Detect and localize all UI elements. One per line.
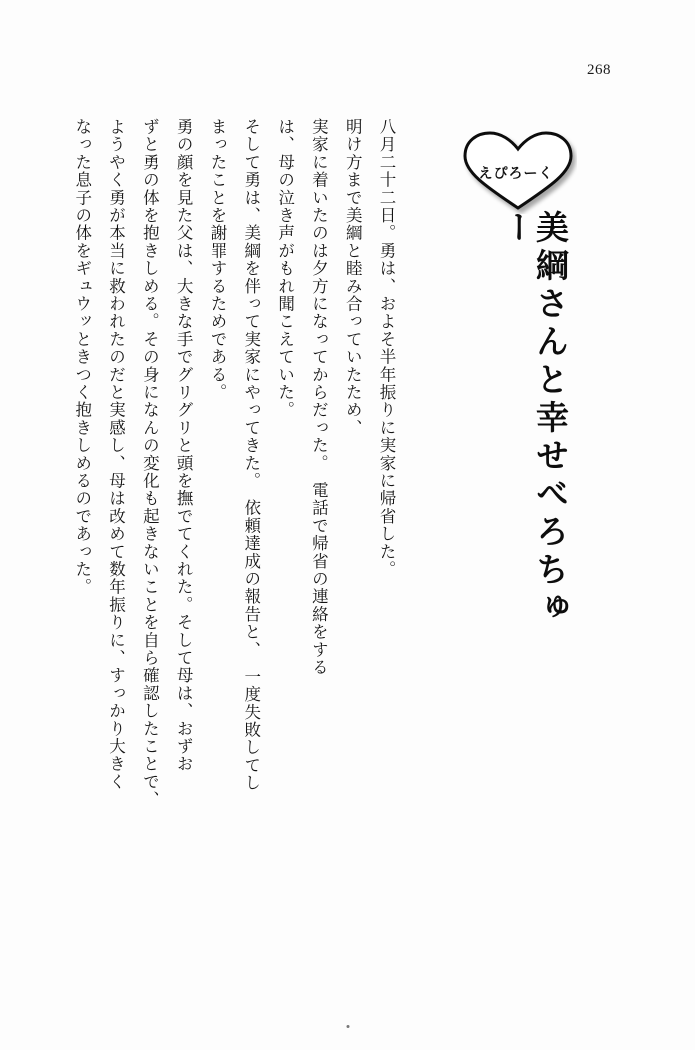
- heart-ornament: [459, 128, 577, 214]
- page-number: 268: [587, 62, 611, 78]
- paragraph: ようやく勇が本当に救われたのだと実感し、母は改めて数年振りに、すっかり大きく: [106, 118, 126, 791]
- paragraph: 八月二十二日。勇は、およそ半年振りに実家に帰省した。: [377, 118, 396, 579]
- paragraph: 勇の顔を見た父は、大きな手でグリグリと頭を撫でてくれた。そして母は、おずお: [174, 118, 194, 773]
- folio-mark: [346, 1025, 349, 1028]
- paragraph: まったことを謝罪するためである。: [207, 118, 227, 402]
- paragraph: そして勇は、美綱を伴って実家にやってきた。 依頼達成の報告と、 一度失敗してし: [241, 118, 261, 792]
- chapter-kicker: えぴろーく: [478, 166, 554, 182]
- paragraph: なった息子の体をギュウッときつく抱きしめるのであった。: [72, 118, 92, 596]
- paragraph: 明け方まで美綱と睦み合っていたため、: [343, 118, 363, 437]
- paragraph: は、母の泣き声がもれ聞こえていた。: [275, 118, 295, 419]
- chapter-title: 美綱さんと幸せべろちゅー: [498, 210, 570, 628]
- body-text: [72, 118, 403, 988]
- paragraph: 実家に着いたのは夕方になってからだった。 電話で帰省の連絡をする: [309, 118, 329, 677]
- paragraph: ずと勇の体を抱きしめる。その身になんの変化も起きないことを自ら確認したことで、: [140, 118, 160, 809]
